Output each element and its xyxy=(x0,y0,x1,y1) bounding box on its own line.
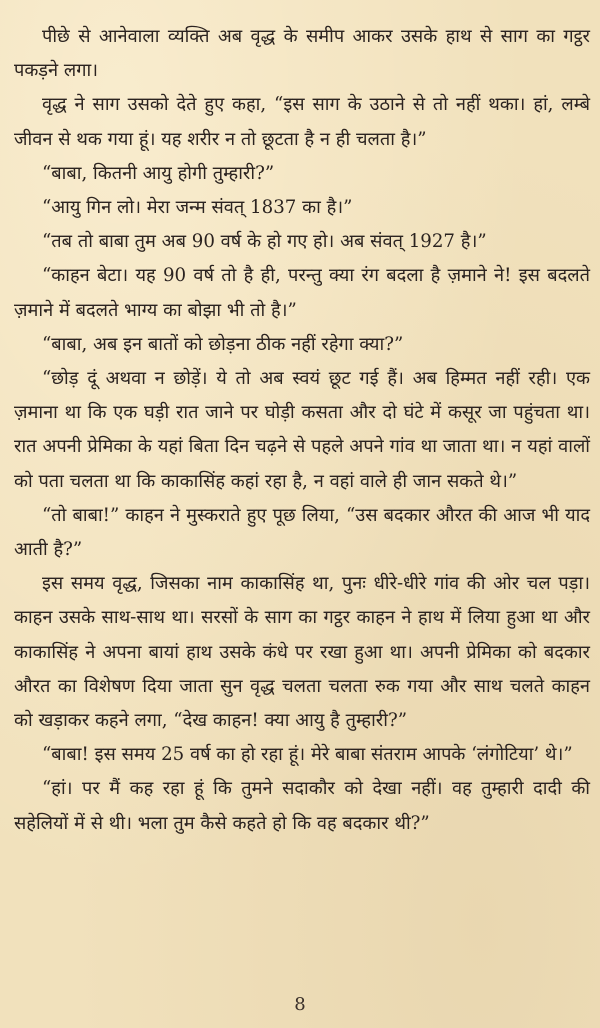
paragraph: “काहन बेटा। यह 90 वर्ष तो है ही, परन्तु क्या रंग बदला है ज़माने ने! इस बदलते ज़माने में बदलते भाग्य का बोझा भी तो है।” xyxy=(14,265,590,321)
paragraph: “तब तो बाबा तुम अब 90 वर्ष के हो गए हो। अब संवत् 1927 है।” xyxy=(42,231,487,253)
paragraph: इस समय वृद्ध, जिसका नाम काकासिंह था, पुनः धीरे-धीरे गांव की ओर चल पड़ा। काहन उसके साथ-साथ था। सरसों के साग का गट्ठर काहन ने हाथ में लिया हुआ था और काकासिंह ने अपना बायां हाथ उसके कंधे पर रखा हुआ था। अपनी प्रेमिका को बदकार औरत का विशेषण दिया जाता सुन वृद्ध चलता चलता रुक गया और साथ चलते काहन को खड़ाकर कहने लगा, “देख काहन! क्या आयु है तुम्हारी?” xyxy=(14,573,590,732)
page-number: 8 xyxy=(294,994,306,1015)
paragraph: “बाबा, अब इन बातों को छोड़ना ठीक नहीं रहेगा क्या?” xyxy=(42,333,404,355)
page-text xyxy=(14,20,590,841)
paragraph: पीछे से आनेवाला व्यक्ति अब वृद्ध के समीप आकर उसके हाथ से साग का गट्ठर पकड़ने लगा। xyxy=(14,26,590,82)
paragraph: वृद्ध ने साग उसको देते हुए कहा, “इस साग के उठाने से तो नहीं थका। हां, लम्बे जीवन से थक गया हूं। यह शरीर न तो छूटता है न ही चलता है।” xyxy=(14,94,590,150)
paragraph: “हां। पर मैं कह रहा हूं कि तुमने सदाकौर को देखा नहीं। वह तुम्हारी दादी की सहेलियों में से थी। भला तुम कैसे कहते हो कि वह बदकार थी?” xyxy=(14,778,590,834)
paragraph: “बाबा! इस समय 25 वर्ष का हो रहा हूं। मेरे बाबा संतराम आपके ‘लंगोटिया’ थे।” xyxy=(42,744,573,766)
paragraph: “तो बाबा!” काहन ने मुस्कराते हुए पूछ लिया, “उस बदकार औरत की आज भी याद आती है?” xyxy=(14,504,590,561)
paragraph: “बाबा, कितनी आयु होगी तुम्हारी?” xyxy=(42,162,275,184)
paragraph: “छोड़ दूं अथवा न छोड़ें। ये तो अब स्वयं छूट गई हैं। अब हिम्मत नहीं रही। एक ज़माना था कि एक घड़ी रात जाने पर घोड़ी कसता और दो घंटे में कसूर जा पहुंचता था। रात अपनी प्रेमिका के यहां बिता दिन चढ़ने से पहले अपने गांव था जाता था। न यहां वालों को पता चलता था कि काकासिंह कहां रहा है, न वहां वाले ही जान सकते थे।” xyxy=(14,368,590,492)
paragraph: “आयु गिन लो। मेरा जन्म संवत् 1837 का है।” xyxy=(42,197,353,219)
